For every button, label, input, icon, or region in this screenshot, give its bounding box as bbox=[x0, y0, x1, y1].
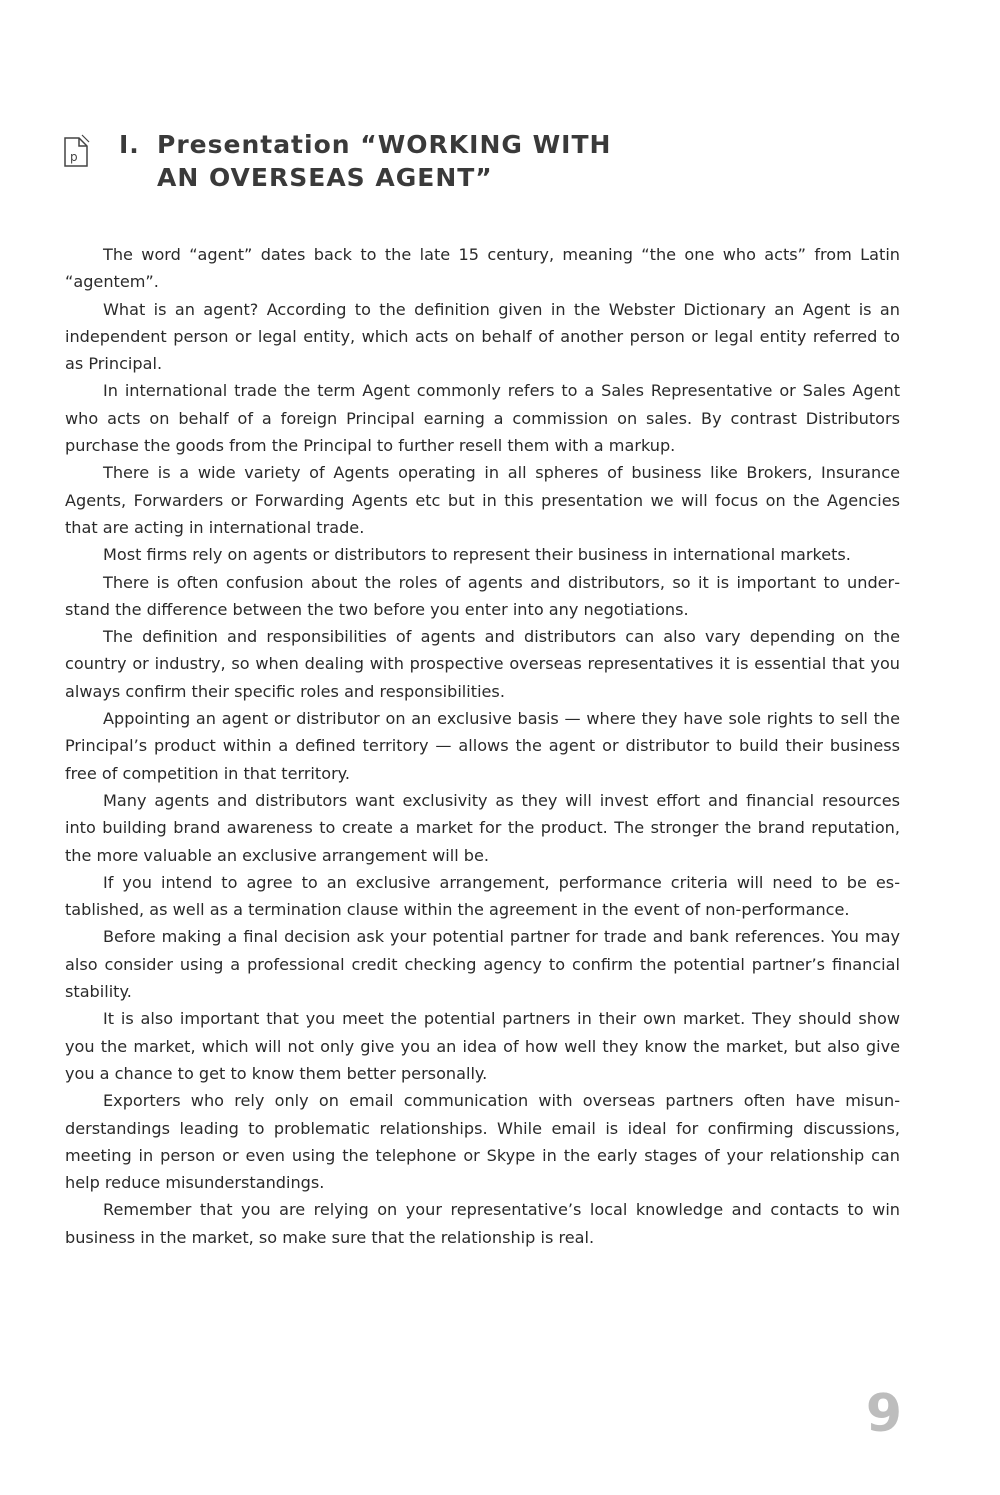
paragraph: Remember that you are relying on your representative’s local knowledge and contacts to win business in the market, so make sure that the relationship is real. bbox=[65, 1200, 900, 1247]
paragraph: What is an agent? According to the definition given in the Webster Dictionary an Agent is an independent person or legal entity, which acts on behalf of another person or legal entity referred to as Principal. bbox=[65, 299, 900, 374]
paragraph: Before making a final decision ask your potential partner for trade and bank references. You may also consider using a professional credit checking agency to confirm the potential partner’s financial stability. bbox=[65, 927, 900, 1002]
section-title bbox=[119, 128, 611, 194]
paragraph: The definition and responsibilities of agents and distributors can also vary depending on the country or industry, so when dealing with prospective overseas representatives it is essential that you always confirm their specific roles and responsibilities. bbox=[65, 627, 900, 701]
body-text bbox=[65, 241, 900, 1251]
paragraph: The word “agent” dates back to the late 15 century, meaning “the one who acts” from Latin “agentem”. bbox=[65, 245, 900, 292]
paragraph: Many agents and distributors want exclusivity as they will invest effort and financial resources into building brand awareness to create a market for the product. The stronger the brand reputation, the more valuable an exclusive arrangement will be. bbox=[65, 790, 900, 865]
paragraph: Appointing an agent or distributor on an exclusive basis — where they have sole rights to sell the Principal’s product within a defined territory — allows the agent or distributor to build their business free of competition in that territory. bbox=[65, 709, 900, 783]
paragraph: It is also important that you meet the potential partners in their own market. They should show you the market, which will not only give you an idea of how well they know the market, but also give you a chance to get to know them better personally. bbox=[65, 1009, 900, 1083]
section-number: I. bbox=[119, 130, 140, 159]
section-title-line2: AN OVERSEAS AGENT” bbox=[157, 163, 493, 192]
page-number: 9 bbox=[865, 1384, 903, 1444]
paragraph: Exporters who rely only on email communication with overseas partners often have misunderstandings leading to problematic relationships. While email is ideal for confirming discussions, meeting in person or even using the telephone or Skype in the early stages of your relationship can help reduce misunderstandings. bbox=[65, 1091, 900, 1193]
paragraph: In international trade the term Agent commonly refers to a Sales Representative or Sales Agent who acts on behalf of a foreign Principal earning a commission on sales. By contrast Distributors purchase the goods from the Principal to further resell them with a markup. bbox=[65, 381, 900, 456]
paragraph: If you intend to agree to an exclusive arrangement, performance criteria will need to be established, as well as a termination clause within the agreement in the event of non-performance. bbox=[65, 872, 900, 920]
paragraph: There is often confusion about the roles of agents and distributors, so it is important to understand the difference between the two before you enter into any negotiations. bbox=[65, 572, 900, 619]
document-p-icon bbox=[63, 132, 91, 168]
paragraph: Most firms rely on agents or distributors to represent their business in international markets. bbox=[103, 545, 851, 565]
section-title-line1: Presentation “WORKING WITH bbox=[157, 130, 612, 159]
svg-text:p: p bbox=[70, 150, 78, 164]
paragraph: There is a wide variety of Agents operating in all spheres of business like Brokers, Insurance Agents, Forwarders or Forwarding Agents etc but in this presentation we will focus on the Agencies that are acting in international trade. bbox=[65, 463, 900, 537]
